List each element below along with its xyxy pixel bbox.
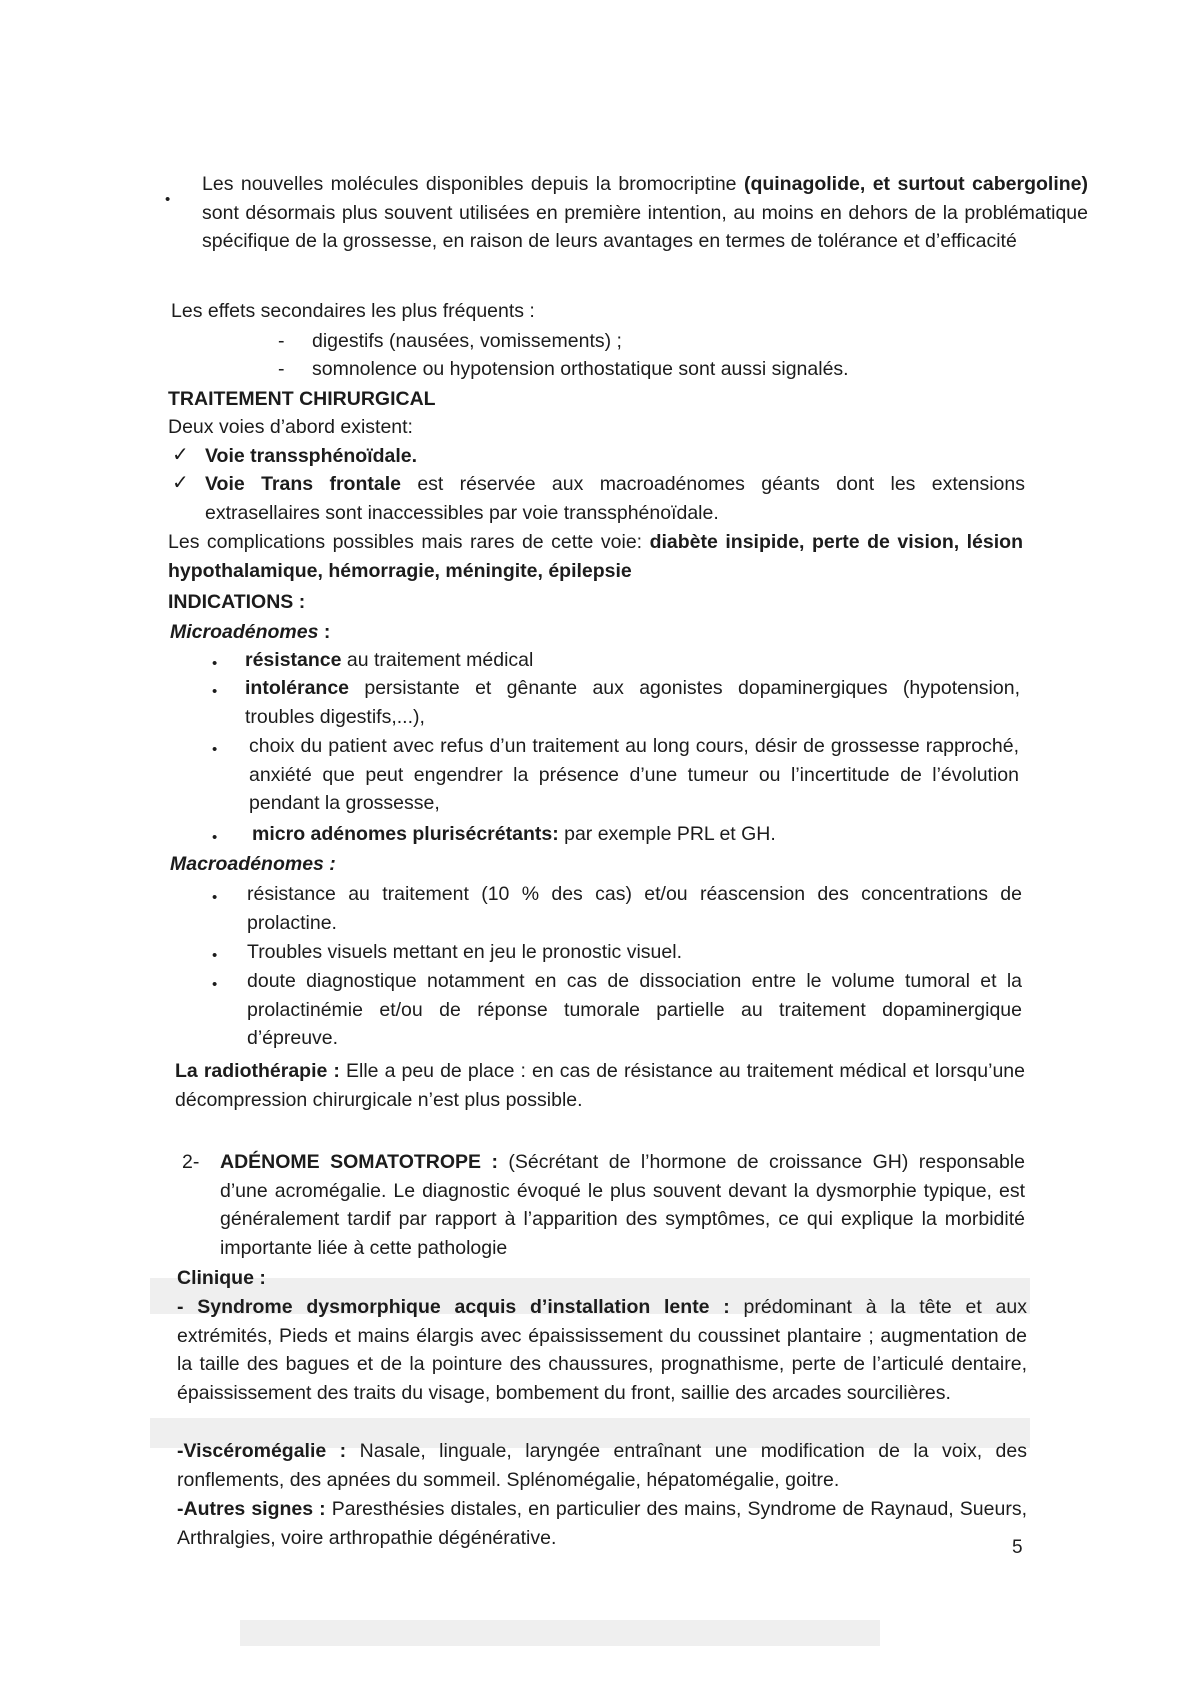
- clinique-heading: Clinique :: [177, 1267, 266, 1289]
- somatotrope-title: ADÉNOME SOMATOTROPE :: [220, 1151, 498, 1173]
- side-effects-heading: Les effets secondaires les plus fréquents :: [171, 300, 535, 322]
- micro-heading: Microadénomes: [170, 621, 319, 643]
- viscero-label: -Viscéromégalie :: [177, 1440, 347, 1462]
- dysmorph-text: prédominant à la tête et aux extrémités, Pieds et mains élargis avec épaississement du coussinet plantaire ; augmentation de la taille des bagues et de la pointure des chaussures, prognathisme, perte de l’articulé dentaire, épaississement des traits du visage, bombement du front, saillie des arcades sourcilières.: [177, 1296, 1027, 1404]
- somatotrope-intro: [220, 1148, 1025, 1262]
- page-number: 5: [1012, 1537, 1023, 1558]
- complications-intro: Les complications possibles mais rares de cette voie:: [168, 531, 650, 553]
- intro-paragraph: [202, 170, 1088, 256]
- dash-marker: -: [278, 358, 285, 380]
- radiotherapy-text: Elle a peu de place : en cas de résistance au traitement médical et lorsqu’une décompression chirurgicale n’est plus possible.: [175, 1060, 1025, 1111]
- micro-item-bold: résistance: [245, 649, 342, 671]
- surgery-heading: TRAITEMENT CHIRURGICAL: [168, 388, 436, 410]
- viscero-text: Nasale, linguale, laryngée entraînant une modification de la voix, des ronflements, des apnées du sommeil. Splénomégalie, hépatomégalie, goitre.: [177, 1440, 1027, 1491]
- macro-item: résistance au traitement (10 % des cas) et/ou réascension des concentrations de prolactine.: [247, 883, 1022, 934]
- route-transsphenoidal: Voie transsphénoïdale.: [205, 445, 418, 467]
- radiotherapy-paragraph: [175, 1057, 1025, 1114]
- micro-item-text: persistante et gênante aux agonistes dopaminergiques (hypotension, troubles digestifs,...),: [245, 677, 1020, 728]
- bullet-dot: •: [212, 741, 218, 758]
- micro-item-text: au traitement médical: [341, 649, 534, 671]
- side-effect-item: somnolence ou hypotension orthostatique sont aussi signalés.: [312, 358, 849, 380]
- section-number: 2-: [182, 1151, 200, 1173]
- bullet-dot: •: [165, 191, 171, 208]
- micro-item: [245, 674, 1020, 731]
- micro-item-text: choix du patient avec refus d’un traitement au long cours, désir de grossesse rapproché, anxiété que peut engendrer la présence d’une tumeur ou l’incertitude de l’évolution pendant la grossesse,: [249, 735, 1019, 814]
- checkmark-icon: ✓: [172, 444, 189, 466]
- bullet-dot: •: [212, 683, 218, 700]
- dash-marker: -: [278, 330, 285, 352]
- micro-item-bold: micro adénomes plurisécrétants:: [252, 823, 559, 845]
- micro-heading-line: [170, 618, 330, 647]
- radiotherapy-label: La radiothérapie :: [175, 1060, 340, 1082]
- routes-intro: Deux voies d’abord existent:: [168, 416, 413, 438]
- bullet-dot: •: [212, 976, 218, 993]
- intro-text-1: Les nouvelles molécules disponibles depuis la bromocriptine: [202, 173, 744, 195]
- complications-paragraph: [168, 528, 1023, 585]
- autres-label: -Autres signes :: [177, 1498, 326, 1520]
- macro-item: Troubles visuels mettant en jeu le pronostic visuel.: [247, 941, 682, 963]
- indications-heading: INDICATIONS :: [168, 591, 306, 613]
- intro-molecules: (quinagolide, et surtout cabergoline): [743, 173, 1088, 195]
- micro-item: [245, 646, 1025, 675]
- micro-item: [249, 732, 1019, 818]
- bullet-dot: •: [212, 947, 218, 964]
- dysmorph-label: - Syndrome dysmorphique acquis d’installation lente :: [177, 1296, 730, 1318]
- micro-heading-colon: :: [318, 621, 331, 643]
- viscero-paragraph: [177, 1437, 1027, 1494]
- bullet-dot: •: [212, 655, 218, 672]
- macro-item: doute diagnostique notamment en cas de dissociation entre le volume tumoral et la prolactinémie et/ou de réponse tumorale partielle au traitement dopaminergique d’épreuve.: [247, 970, 1022, 1049]
- complications-list: diabète insipide, perte de vision, lésion hypothalamique, hémorragie, méningite, épilepsie: [168, 531, 1023, 582]
- macro-heading: Macroadénomes :: [170, 853, 336, 875]
- micro-item-bold: intolérance: [245, 677, 350, 699]
- dysmorph-paragraph: [177, 1293, 1027, 1407]
- route-transfrontal-text: est réservée aux macroadénomes géants dont les extensions extrasellaires sont inaccessibles par voie transsphénoïdale.: [205, 473, 1025, 524]
- checkmark-icon: ✓: [172, 472, 189, 494]
- route-transfrontal: [205, 470, 1025, 527]
- intro-text-2: sont désormais plus souvent utilisées en première intention, au moins en dehors de la problématique spécifique de la grossesse, en raison de leurs avantages en termes de tolérance et d’efficacité: [202, 201, 1088, 252]
- autres-paragraph: [177, 1495, 1027, 1552]
- micro-item-text: par exemple PRL et GH.: [558, 823, 776, 845]
- somatotrope-text: (Sécrétant de l’hormone de croissance GH) responsable d’une acromégalie. Le diagnostic évoqué le plus souvent devant la dysmorphie typique, est généralement tardif par rapport à l’apparition des symptômes, ce qui explique la morbidité importante liée à cette pathologie: [220, 1151, 1025, 1259]
- side-effect-item: digestifs (nausées, vomissements) ;: [312, 330, 622, 352]
- scan-noise: [240, 1620, 880, 1646]
- route-transfrontal-label: Voie Trans frontale: [205, 473, 401, 495]
- autres-text: Paresthésies distales, en particulier des mains, Syndrome de Raynaud, Sueurs, Arthralgies, voire arthropathie dégénérative.: [177, 1498, 1027, 1549]
- bullet-dot: •: [212, 889, 218, 906]
- micro-item: [252, 820, 1032, 849]
- bullet-dot: •: [212, 829, 218, 846]
